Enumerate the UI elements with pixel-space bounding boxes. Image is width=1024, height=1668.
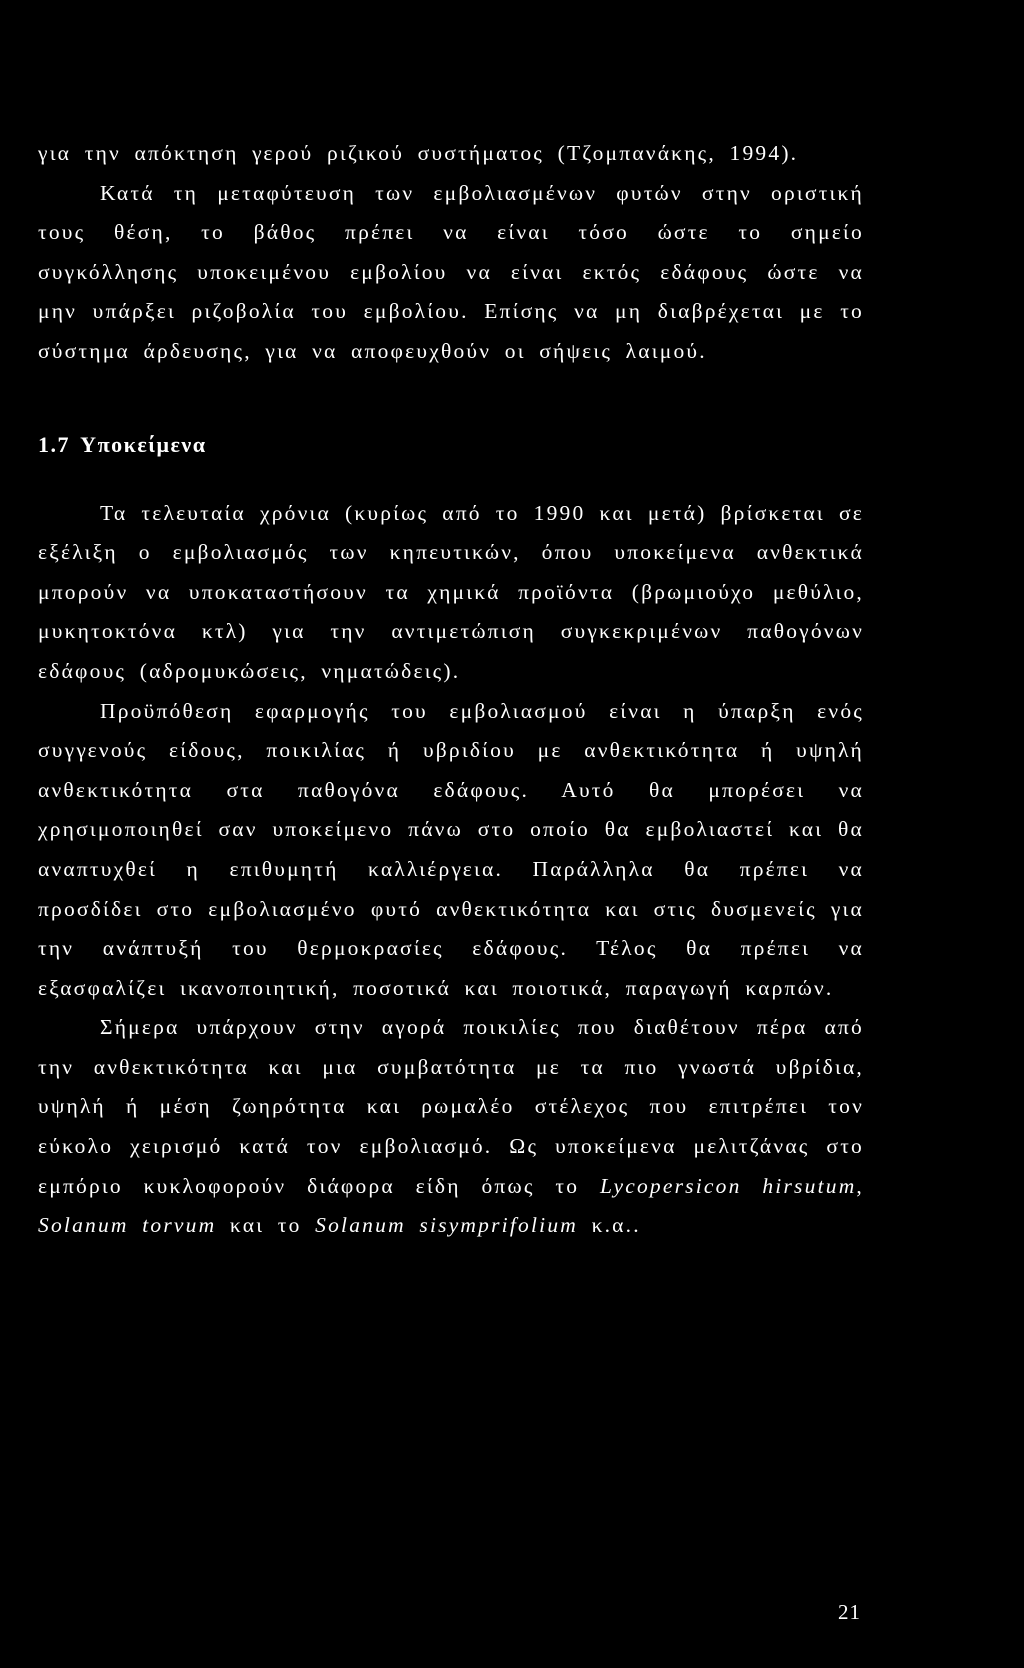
paragraph-3-text: Σήμερα υπάρχουν στην αγορά ποικιλίες που διαθέτουν πέρα από την ανθεκτικότητα και μια συμβατότητα με τα πιο γνωστά υβρίδια, υψηλή ή μέση ζωηρότητα και ρωμαλέο στέλεχος που επιτρέπει τον εύκολο χειρισμό κατά τον εμβολιασμό. Ως υποκείμενα μελιτζάνας στο εμπόριο κυκλοφορούν διάφορα είδη όπως το xyxy=(38,1015,864,1198)
section-heading-wrap xyxy=(38,432,864,458)
section-paragraph-3 xyxy=(38,1008,864,1246)
species-name: Lycopersicon hirsutum xyxy=(599,1173,857,1198)
species-name: Solanum sisymprifolium xyxy=(315,1213,578,1238)
separator: και το xyxy=(216,1213,316,1238)
paragraph-3-end: κ.α.. xyxy=(578,1213,641,1238)
section-heading: 1.7 Υποκείμενα xyxy=(38,431,207,457)
species-name: Solanum torvum xyxy=(38,1213,217,1238)
section-paragraph-2: Προϋπόθεση εφαρμογής του εμβολιασμού είναι η ύπαρξη ενός συγγενούς είδους, ποικιλίας ή υβριδίου με ανθεκτικότητα ή υψηλή ανθεκτικότητα στα παθογόνα εδάφους. Αυτό θα μπορέσει να χρησιμοποιηθεί σαν υποκείμενο πάνω στο οποίο θα εμβολιαστεί και θα αναπτυχθεί η επιθυμητή καλλιέργεια. Παράλληλα θα πρέπει να προσδίδει στο εμβολιασμένο φυτό ανθεκτικότητα και στις δυσμενείς για την ανάπτυξή του θερμοκρασίες εδάφους. Τέλος θα πρέπει να εξασφαλίζει ικανοποιητική, ποσοτικά και ποιοτικά, παραγωγή καρπών. xyxy=(38,698,864,1000)
intro-paragraph-transplanting: Κατά τη μεταφύτευση των εμβολιασμένων φυτών στην οριστική τους θέση, το βάθος πρέπει να είναι τόσο ώστε το σημείο συγκόλλησης υποκειμένου εμβολίου να είναι εκτός εδάφους ώστε να μην υπάρξει ριζοβολία του εμβολίου. Επίσης να μη διαβρέχεται με το σύστημα άρδευσης, για να αποφευχθούν οι σήψεις λαιμού. xyxy=(38,180,864,363)
intro-paragraph-continuation: για την απόκτηση γερού ριζικού συστήματος (Τζομπανάκης, 1994). xyxy=(38,141,799,165)
section-paragraph-1: Τα τελευταία χρόνια (κυρίως από το 1990 και μετά) βρίσκεται σε εξέλιξη ο εμβολιασμός των κηπευτικών, όπου υποκείμενα ανθεκτικά μπορούν να υποκαταστήσουν τα χημικά προϊόντα (βρωμιούχο μεθύλιο, μυκητοκτόνα κτλ) για την αντιμετώπιση συγκεκριμένων παθογόνων εδάφους (αδρομυκώσεις, νηματώδεις). xyxy=(38,500,864,683)
separator: , xyxy=(856,1173,864,1198)
page-number: 21 xyxy=(838,1600,861,1624)
document-page xyxy=(38,134,864,1246)
